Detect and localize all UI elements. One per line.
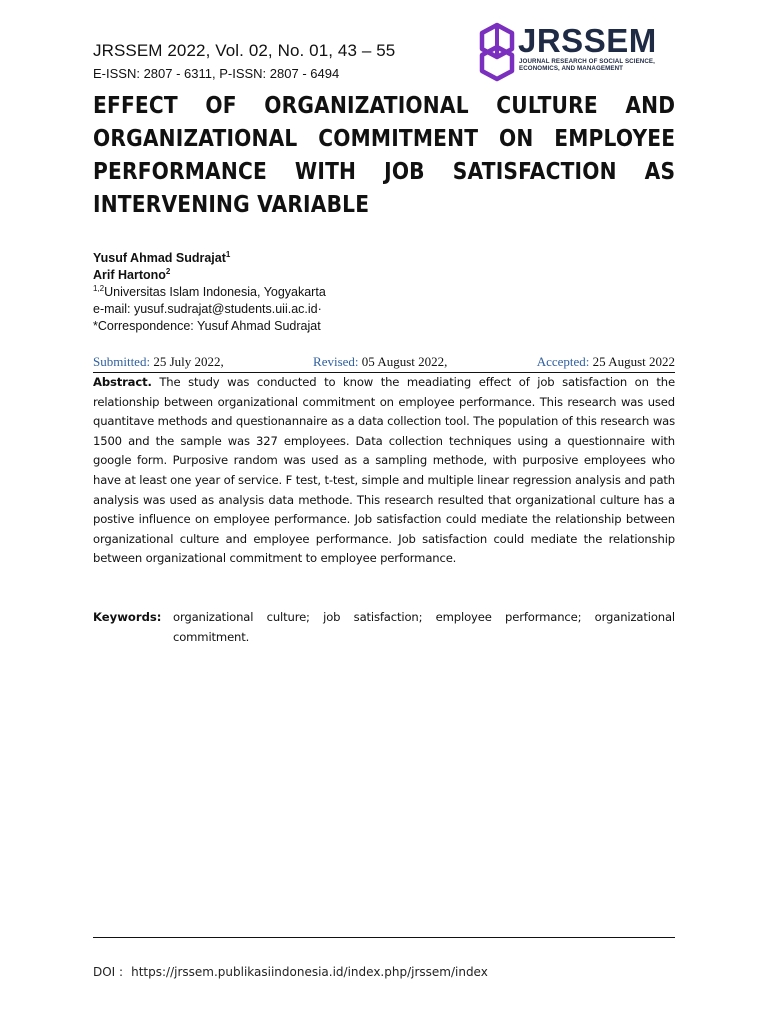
doi-link[interactable]: https://jrssem.publikasiindonesia.id/index.php/jrssem/index	[131, 965, 488, 979]
submitted-value: 25 July 2022,	[153, 354, 224, 369]
keywords-text: organizational culture; job satisfaction; employee performance; organizational commitment.	[173, 610, 675, 644]
author-block	[93, 250, 326, 335]
keywords-label: Keywords:	[93, 610, 162, 624]
jrssem-logo-icon	[478, 22, 516, 82]
author-2	[93, 267, 326, 284]
author-1-name: Yusuf Ahmad Sudrajat	[93, 251, 226, 265]
revised-date	[313, 354, 447, 370]
footer-divider	[93, 937, 675, 938]
affiliation-sup: 1,2	[93, 283, 105, 293]
accepted-label: Accepted:	[536, 354, 590, 369]
affiliation	[93, 284, 326, 301]
abstract-label: Abstract.	[93, 375, 152, 389]
doi-label: DOI :	[93, 965, 124, 979]
affiliation-text: Universitas Islam Indonesia, Yogyakarta	[104, 285, 326, 299]
accepted-value: 25 August 2022	[592, 354, 675, 369]
author-1	[93, 250, 326, 267]
doi-footer	[93, 965, 488, 979]
issn-line: E-ISSN: 2807 - 6311, P-ISSN: 2807 - 6494	[93, 66, 340, 81]
accepted-date	[537, 354, 675, 370]
submitted-label: Submitted:	[93, 354, 151, 369]
revised-label: Revised:	[313, 354, 359, 369]
author-1-sup: 1	[225, 249, 231, 259]
author-email[interactable]: e-mail: yusuf.sudrajat@students.uii.ac.id·	[93, 302, 322, 316]
journal-citation: JRSSEM 2022, Vol. 02, No. 01, 43 – 55	[93, 41, 396, 60]
correspondence: *Correspondence: Yusuf Ahmad Sudrajat	[93, 319, 321, 333]
logo-subtitle-line1: JOURNAL RESEARCH OF SOCIAL SCIENCE,	[519, 58, 655, 65]
author-2-sup: 2	[165, 266, 171, 276]
journal-logo	[478, 22, 678, 84]
keywords	[93, 608, 675, 647]
author-2-name: Arif Hartono	[93, 268, 166, 282]
submitted-date	[93, 354, 224, 370]
revised-value: 05 August 2022,	[361, 354, 448, 369]
paper-title: EFFECT OF ORGANIZATIONAL CULTURE AND ORGANIZATIONAL COMMITMENT ON EMPLOYEE PERFORMANCE WITH JOB SATISFACTION AS INTERVENING VARIABLE	[93, 91, 676, 218]
abstract-text: The study was conducted to know the meadiating effect of job satisfaction on the relationship between organizational commitment on employee performance. This research was used quantitave methods and questionannaire as a data collection tool. The population of this research was 1500 and the sample was 327 employees. Data collection techniques using a questionnaire with google form. Purposive random was used as a sampling methode, with purposive employees who have at least one year of service. F test, t-test, simple and multiple linear regression analysis and path analysis was used as analysis data methode. This research resulted that organizational culture has a postive influence on employee performance. Job satisfaction could mediate the relationship between organizational culture and employee performance. Job satisfaction could mediate the relationship between organizational commitment to employee performance.	[93, 375, 675, 566]
submission-dates	[93, 354, 675, 370]
abstract	[93, 373, 675, 569]
logo-wordmark: JRSSEM	[518, 22, 657, 59]
logo-subtitle	[519, 58, 679, 73]
logo-subtitle-line2: ECONOMICS, AND MANAGEMENT	[519, 65, 624, 73]
